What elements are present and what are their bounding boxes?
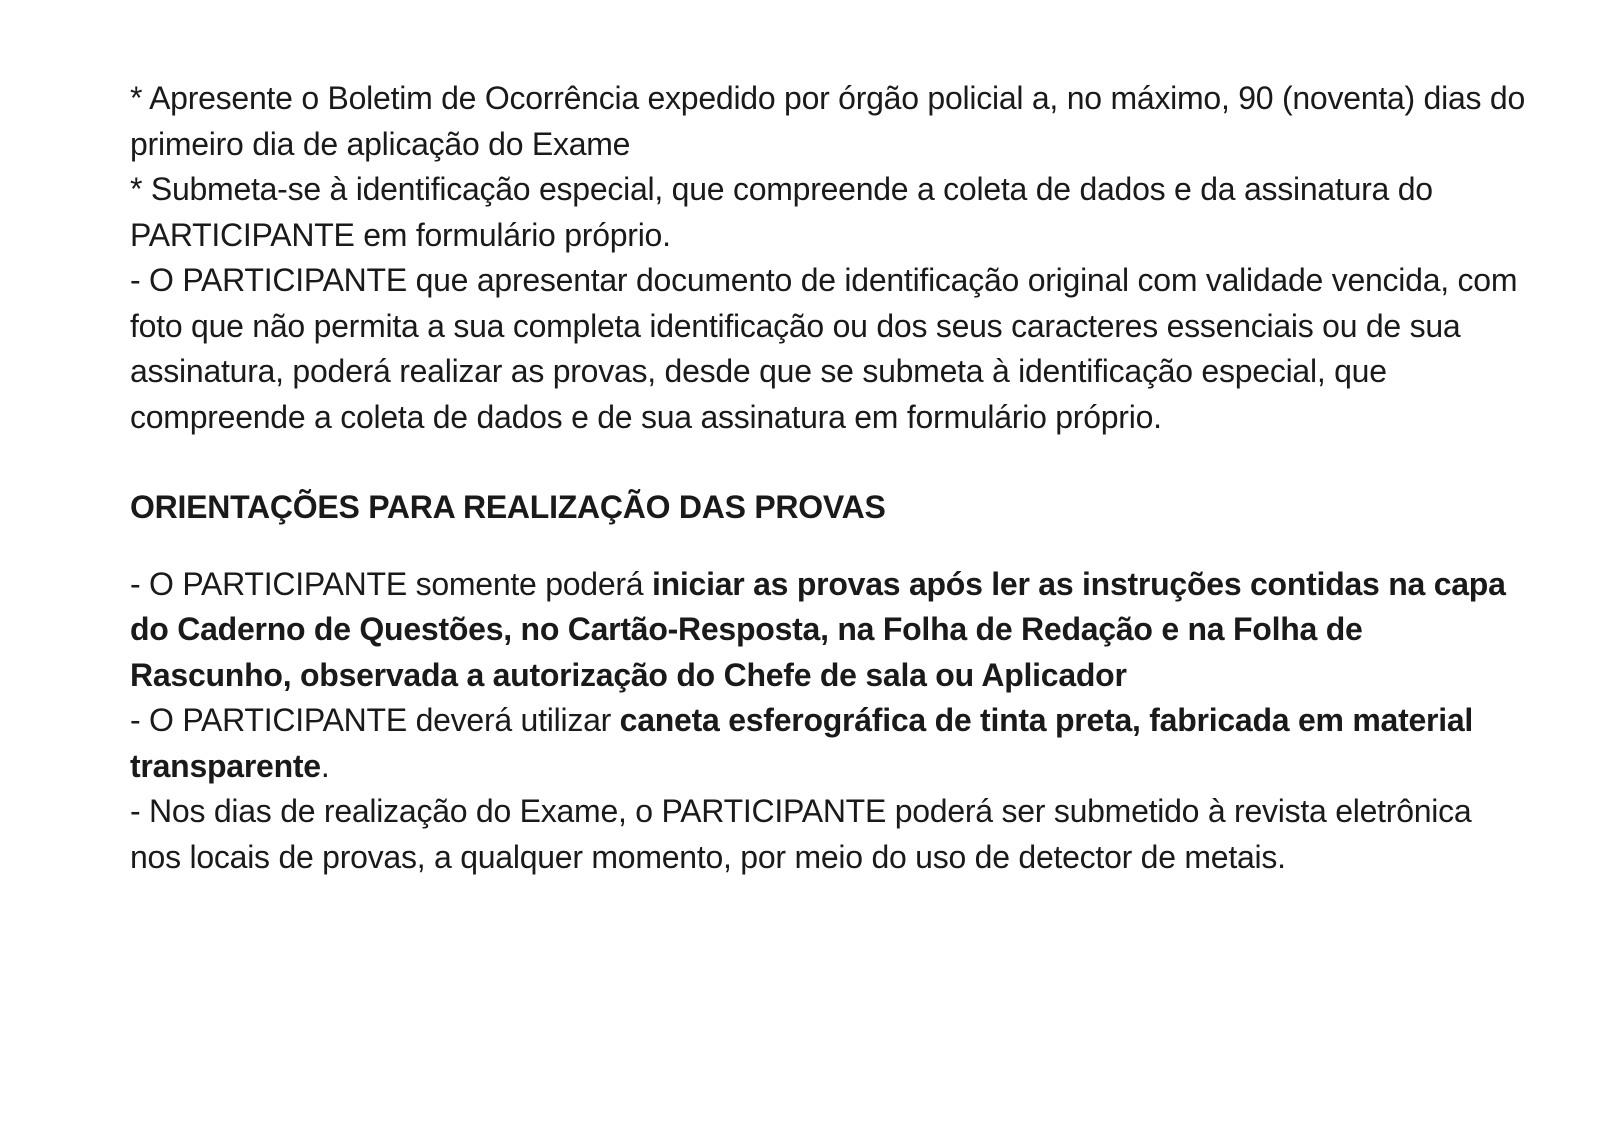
item-iniciar-provas-text: - O PARTICIPANTE somente poderá [130,565,652,602]
item-caneta [130,698,1530,789]
item-iniciar-provas-bold: iniciar as provas após ler as instruções contidas na capa do Caderno de Questões, no Cartão-Resposta, na Folha de Redação e na Folha de Rascunho, observada a autorização do Chefe de sala ou Aplicador [130,565,1506,693]
document-body [130,76,1530,880]
item-caneta-bold: caneta esferográfica de tinta preta, fabricada em material transparente [130,702,1474,784]
item-iniciar-provas [130,562,1530,699]
paragraph-documento-vencido: - O PARTICIPANTE que apresentar documento de identificação original com validade vencida, com foto que não permita a sua completa identificação ou dos seus caracteres essenciais ou de sua assinatura, poderá realizar as provas, desde que se submeta à identificação especial, que compreende a coleta de dados e de sua assinatura em formulário próprio. [130,262,1518,435]
item-revista-eletronica: - Nos dias de realização do Exame, o PARTICIPANTE poderá ser submetido à revista eletrônica nos locais de provas, a qualquer momento, por meio do uso de detector de metais. [130,793,1472,875]
paragraph-identificacao-especial: * Submeta-se à identificação especial, que compreende a coleta de dados e da assinatura do PARTICIPANTE em formulário próprio. [130,171,1433,253]
item-caneta-end: . [320,747,330,784]
item-caneta-text: - O PARTICIPANTE deverá utilizar [130,702,620,738]
section-heading: ORIENTAÇÕES PARA REALIZAÇÃO DAS PROVAS [130,489,886,525]
paragraph-boletim: * Apresente o Boletim de Ocorrência expedido por órgão policial a, no máximo, 90 (noventa) dias do primeiro dia de aplicação do Exame [130,80,1525,162]
